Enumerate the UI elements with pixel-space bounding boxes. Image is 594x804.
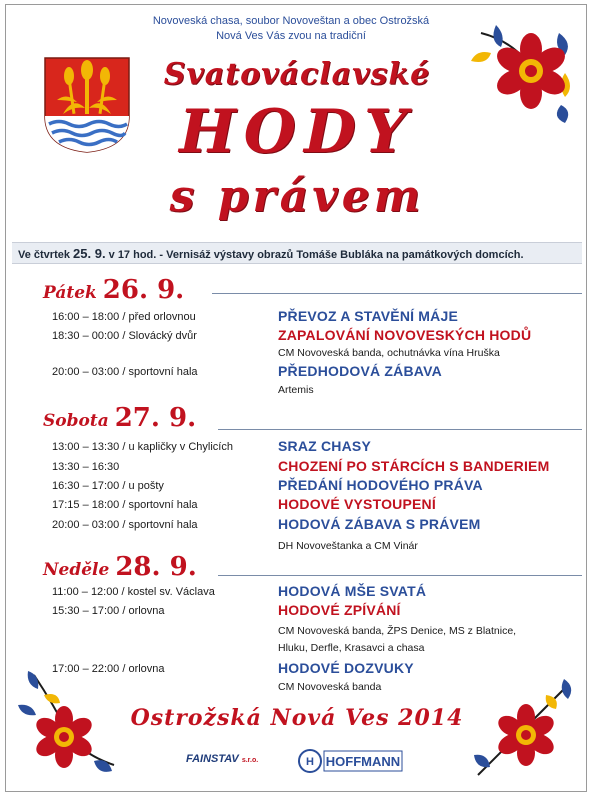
day-date: 27. 9.	[114, 403, 197, 433]
event-title: PŘEVOZ A STAVĚNÍ MÁJE	[278, 308, 458, 324]
day-heading-nedele	[43, 552, 197, 582]
event-title: SRAZ CHASY	[278, 438, 372, 454]
title-line-1: Svatováclavské	[163, 57, 431, 92]
event-title: HODOVÉ VYSTOUPENÍ	[278, 496, 436, 512]
intro-line-1: Novoveská chasa, soubor Novoveštan a obec Ostrožská	[152, 15, 430, 27]
event-title: PŘEDHODOVÁ ZÁBAVA	[278, 363, 442, 379]
event-time: 20:00 – 03:00 / sportovní hala	[52, 366, 198, 378]
sponsor-name: HOFFMANN	[325, 754, 401, 769]
event-performers: Artemis	[278, 384, 314, 396]
event-time: 17:00 – 22:00 / orlovna	[52, 663, 165, 675]
event-time: 15:30 – 17:00 / orlovna	[52, 605, 165, 617]
vernisaz-date: 25. 9.	[73, 246, 106, 261]
poster	[5, 4, 587, 792]
sponsor-name: FAINSTAV	[186, 753, 239, 765]
svg-text:H: H	[306, 756, 314, 768]
vernisaz-banner	[12, 242, 582, 264]
intro-line-2: Nová Ves Vás zvou na tradiční	[216, 30, 366, 42]
event-performers: CM Novoveská banda, ochutnávka vína Hruška	[278, 347, 500, 359]
event-time: 13:30 – 16:30	[52, 461, 120, 473]
event-time: 16:00 – 18:00 / před orlovnou	[52, 311, 196, 323]
folk-flower-decoration-icon	[468, 675, 580, 787]
title-line-2: HODY	[179, 97, 415, 167]
day-heading-sobota	[43, 403, 196, 433]
event-time: 20:00 – 03:00 / sportovní hala	[52, 519, 198, 531]
event-title: CHOZENÍ PO STÁRCÍCH S BANDERIEM	[278, 458, 550, 474]
day-date: 26. 9.	[102, 275, 185, 305]
title-line-3: s právem	[169, 171, 425, 222]
day-name: Pátek	[43, 283, 97, 303]
footer-title: Ostrožská Nová Ves 2014	[130, 705, 464, 731]
event-time: 13:00 – 13:30 / u kapličky v Chylicích	[52, 441, 233, 453]
event-title: HODOVÁ MŠE SVATÁ	[278, 583, 427, 599]
event-time: 16:30 – 17:00 / u pošty	[52, 480, 164, 492]
sponsor-suffix: s.r.o.	[241, 757, 259, 764]
event-title: ZAPALOVÁNÍ NOVOVESKÝCH HODŮ	[278, 327, 532, 343]
divider	[212, 293, 582, 294]
vernisaz-text: v 17 hod. - Vernisáž výstavy obrazů Tomáše Bubláka na památkových domcích.	[108, 249, 524, 261]
day-date: 28. 9.	[115, 552, 197, 582]
divider	[218, 575, 582, 576]
event-time: 18:30 – 00:00 / Slovácký dvůr	[52, 330, 197, 342]
sponsor-hoffmann-logo	[298, 747, 404, 775]
event-title: HODOVÉ DOZVUKY	[278, 660, 414, 676]
divider	[218, 429, 582, 430]
event-performers: CM Novoveská banda, ŽPS Denice, MS z Blatnice,	[278, 625, 517, 637]
event-title: HODOVÉ ZPÍVÁNÍ	[278, 602, 401, 618]
day-heading-patek	[43, 275, 184, 305]
event-title: PŘEDÁNÍ HODOVÉHO PRÁVA	[278, 477, 483, 493]
event-performers: Hluku, Derfle, Krasavci a chasa	[278, 642, 425, 654]
event-performers: DH Novoveštanka a CM Vinár	[278, 540, 418, 552]
day-name: Sobota	[43, 411, 109, 431]
vernisaz-prefix: Ve čtvrtek	[18, 249, 70, 261]
event-time: 11:00 – 12:00 / kostel sv. Václava	[52, 586, 215, 598]
event-title: HODOVÁ ZÁBAVA S PRÁVEM	[278, 516, 481, 532]
sponsor-fainstav-logo	[186, 753, 258, 765]
day-name: Neděle	[43, 560, 110, 580]
event-time: 17:15 – 18:00 / sportovní hala	[52, 499, 198, 511]
event-performers: CM Novoveská banda	[278, 681, 382, 693]
